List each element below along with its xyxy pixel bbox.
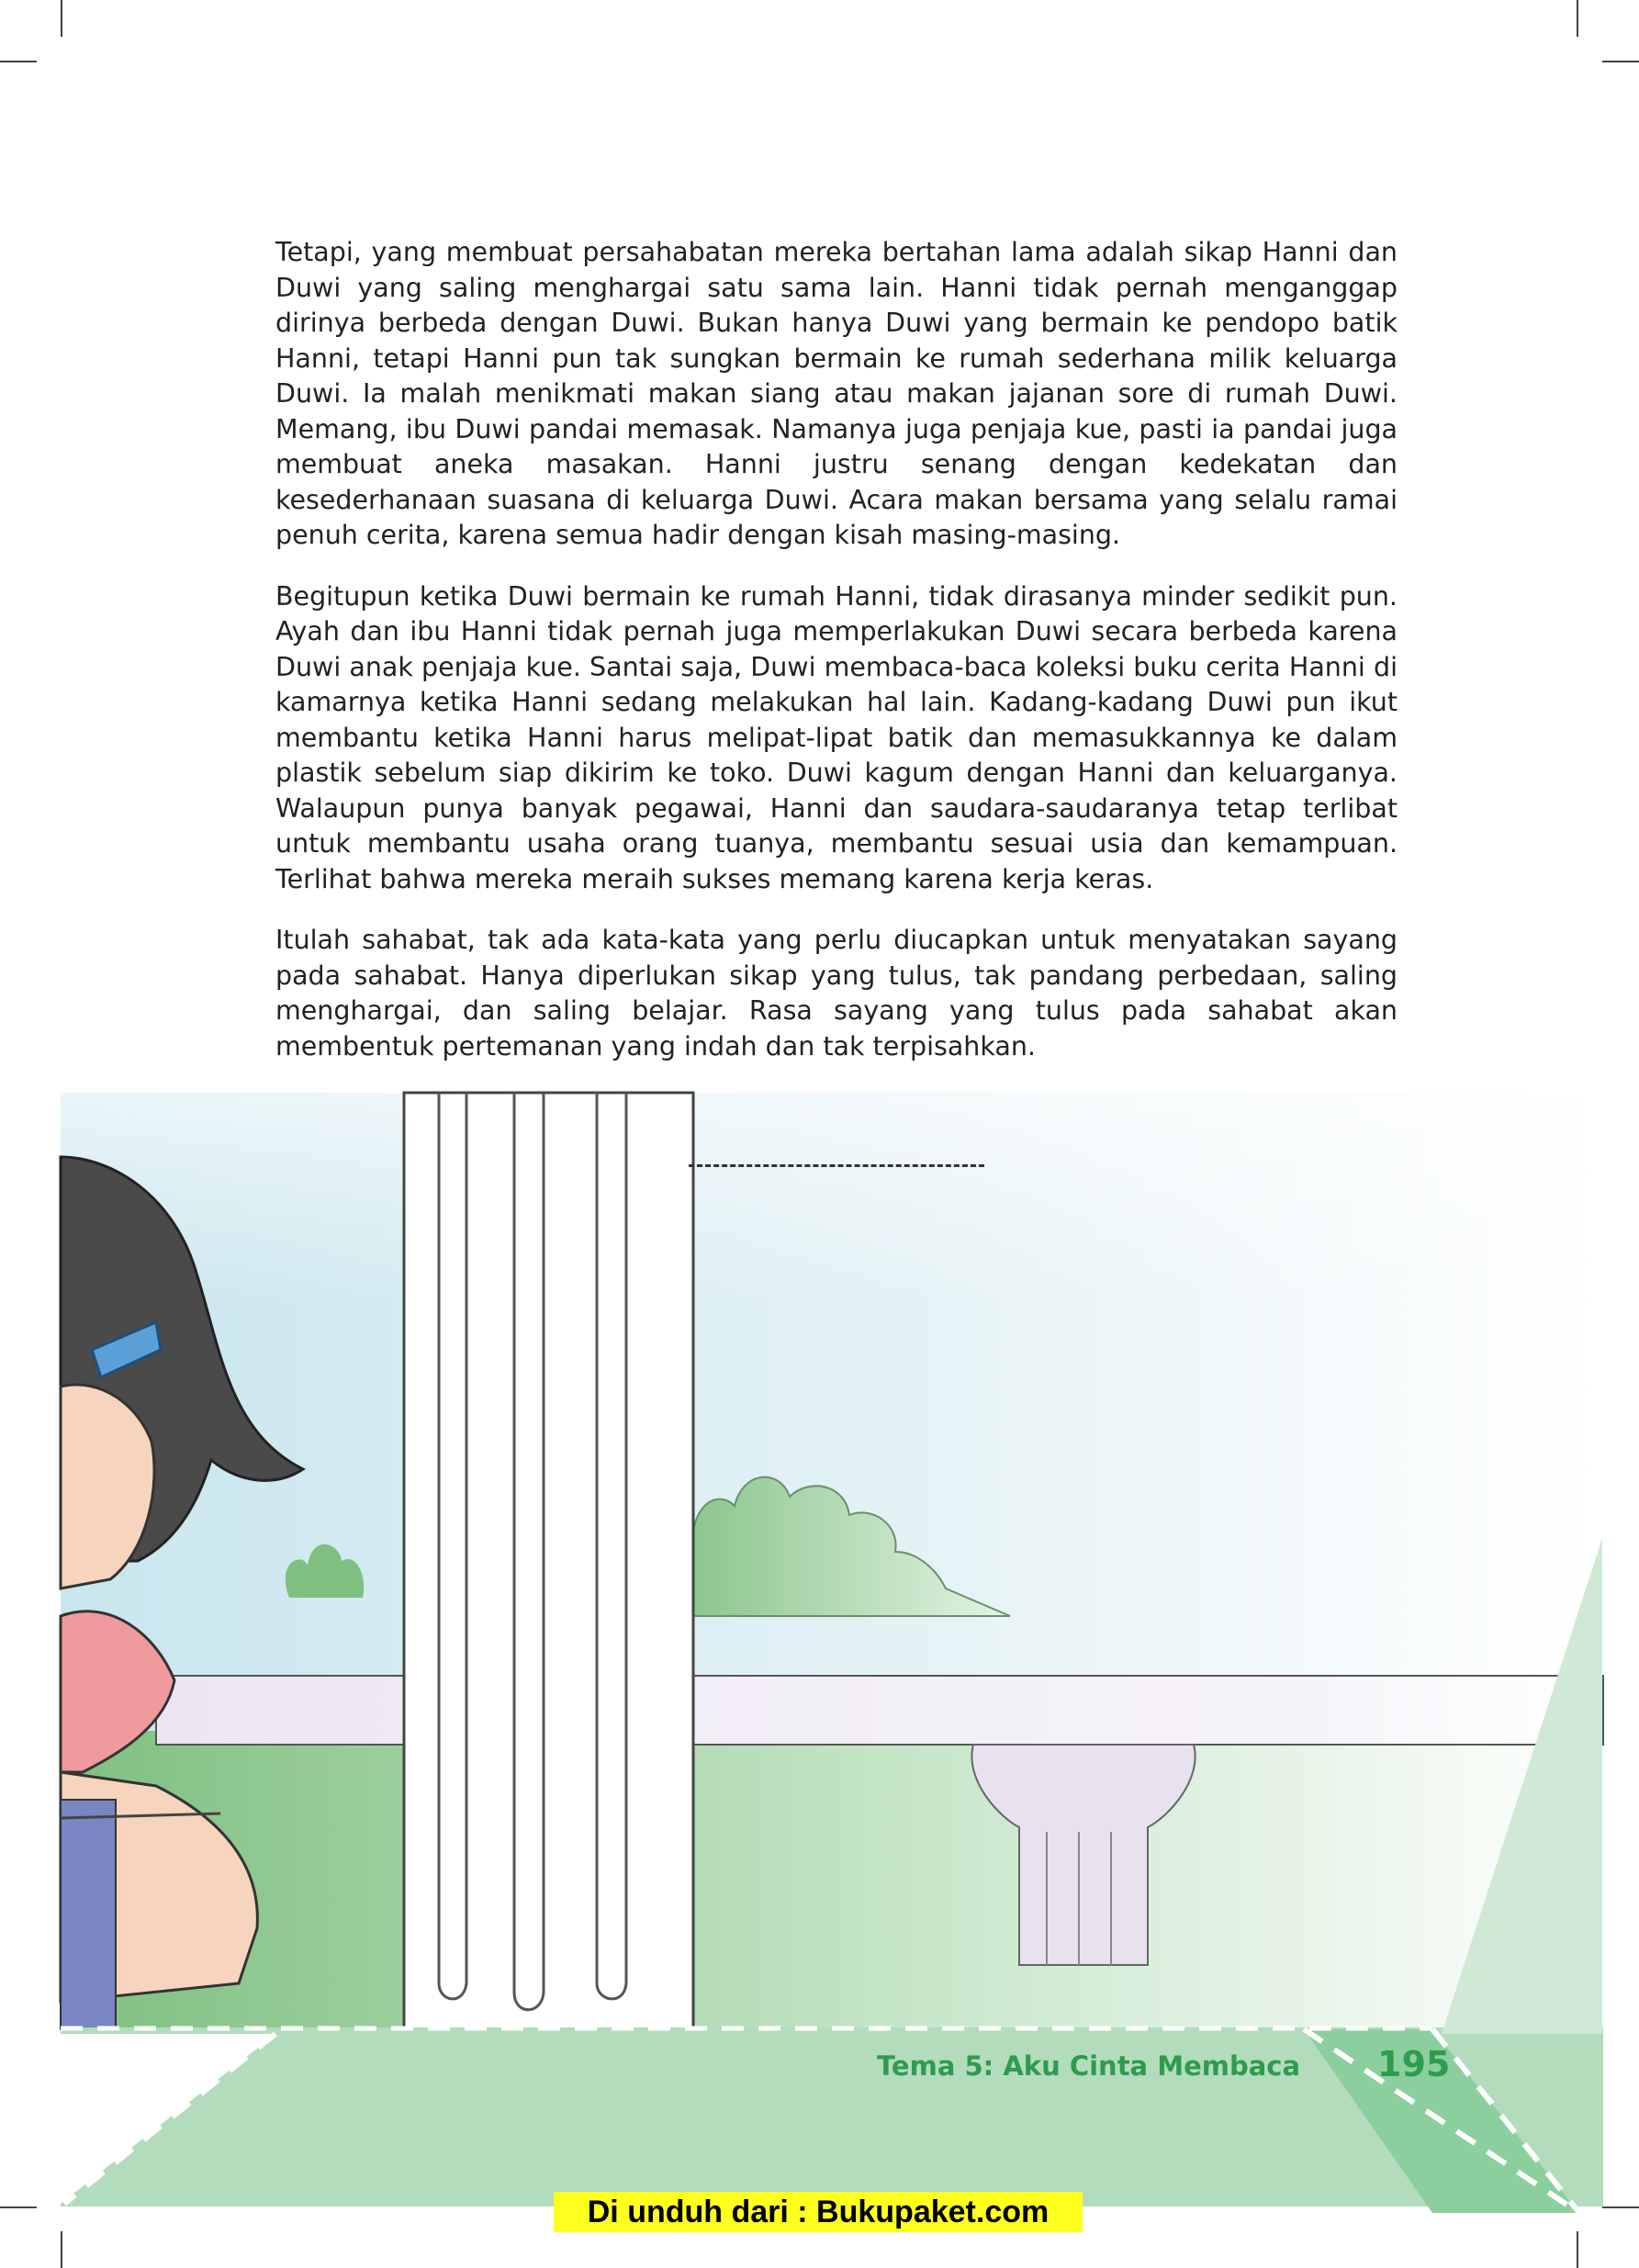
grass <box>61 1731 1603 2034</box>
dashed-separator <box>689 1164 984 1167</box>
paragraph: Tetapi, yang membuat persahabatan mereka bertahan lama adalah sikap Hanni dan Duwi yang saling menghargai satu sama lain. Hanni tidak pernah menganggap dirinya berbeda dengan Duwi. Bukan hanya Duwi yang bermain ke pendopo batik Hanni, tetapi Hanni pun tak sungkan bermain ke rumah sederhana milik keluarga Duwi. Ia malah menikmati makan siang atau makan jajanan sore di rumah Duwi. Memang, ibu Duwi pandai memasak. Namanya juga penjaja kue, pasti ia pandai juga membuat aneka masakan. Hanni justru senang dengan kedekatan dan kesederhanaan suasana di keluarga Duwi. Acara makan bersama yang selalu ramai penuh cerita, karena semua hadir dengan kisah masing-masing. <box>275 237 1398 550</box>
paragraph: Itulah sahabat, tak ada kata-kata yang perlu diucapkan untuk menyatakan sayang pada sahabat. Hanya diperlukan sikap yang tulus, tak pandang perbedaan, saling menghargai, dan saling belajar. Rasa sayang yang tulus pada sahabat akan membentuk pertemanan yang indah dan tak terpisahkan. <box>275 925 1398 1061</box>
download-banner: Di unduh dari : Bukupaket.com <box>554 2192 1083 2232</box>
page-number: 195 <box>1377 2044 1451 2084</box>
pillar <box>404 1093 693 2029</box>
story-text <box>275 235 1398 1090</box>
paragraph: Begitupun ketika Duwi bermain ke rumah Hanni, tidak dirasanya minder sedikit pun. Ayah dan ibu Hanni tidak pernah juga memperlakukan Duwi secara berbeda karena Duwi anak penjaja kue. Santai saja, Duwi membaca-baca koleksi buku cerita Hanni di kamarnya ketika Hanni sedang melakukan hal lain. Kadang-kadang Duwi pun ikut membantu ketika Hanni harus melipat-lipat batik dan memasukkannya ke dalam plastik sebelum siap dikirim ke toko. Duwi kagum dengan Hanni dan keluarganya. Walaupun punya banyak pegawai, Hanni dan saudara-saudaranya tetap terlibat untuk membantu usaha orang tuanya, membantu sesuai usia dan kemampuan. Terlihat bahwa mereka meraih sukses memang karena kerja keras. <box>275 580 1398 894</box>
footer-theme: Tema 5: Aku Cinta Membaca <box>877 2050 1301 2082</box>
